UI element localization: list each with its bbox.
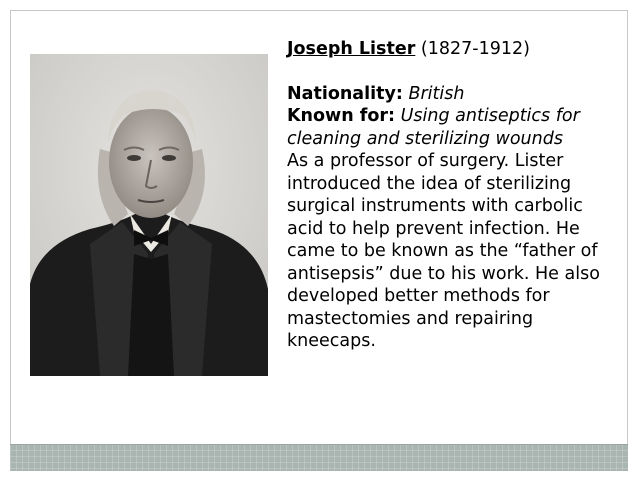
name-line	[287, 38, 622, 61]
biography-text	[287, 38, 622, 353]
description-paragraph: As a professor of surgery. Lister introduced the idea of sterilizing surgical instruments with carbolic acid to help prevent infection. He came to be known as the “father of antisepsis” due to his work. He also developed better methods for mastectomies and repairing kneecaps.	[287, 151, 600, 351]
portrait-photo	[30, 54, 268, 376]
person-name: Joseph Lister	[287, 39, 416, 59]
nationality-line	[287, 83, 622, 106]
known-for-label: Known for:	[287, 106, 396, 126]
spacer	[287, 61, 622, 83]
known-for-line	[287, 105, 622, 150]
nationality-label: Nationality:	[287, 83, 403, 104]
nationality-value: British	[408, 83, 465, 104]
known-for-value: Using antiseptics for cleaning and sterilizing wounds	[287, 106, 580, 149]
portrait-illustration	[30, 54, 268, 376]
footer-bar	[10, 444, 628, 471]
life-years: (1827-1912)	[420, 39, 530, 59]
